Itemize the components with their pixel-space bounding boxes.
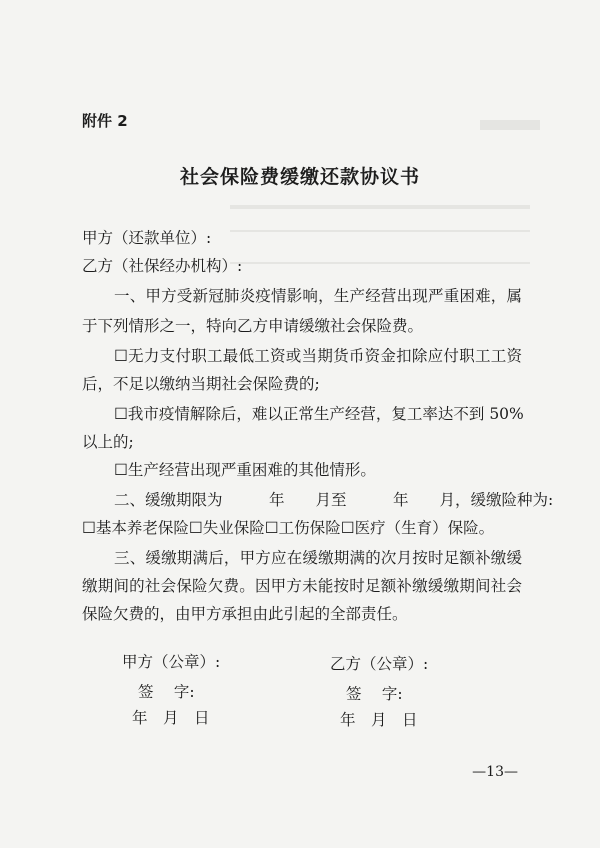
clause-2-text: 二、缓缴期限为 年 月至 年 月，缓缴险种为: — [114, 491, 554, 509]
option-2-text: 以上的; — [82, 433, 134, 451]
option-2-text: ☐我市疫情解除后，难以正常生产经营，复工率达不到 50% — [114, 405, 524, 423]
clause-1-text: 一、甲方受新冠肺炎疫情影响，生产经营出现严重困难，属 — [114, 287, 522, 305]
page-number: —13— — [472, 764, 518, 780]
insurance-types-line: ☐基本养老保险☐失业保险☐工伤保险☐医疗（生育）保险。 — [82, 519, 495, 537]
bleed-through-mark — [230, 262, 530, 264]
party-a-seal-label: 甲方（公章）: — [122, 653, 221, 671]
option-3-text: ☐生产经营出现严重困难的其他情形。 — [114, 461, 376, 479]
clause-3-text: 保险欠费的，由甲方承担由此引起的全部责任。 — [82, 605, 408, 623]
option-1-text: ☐无力支付职工最低工资或当期货币资金扣除应付职工工资 — [114, 347, 522, 365]
clause-1-text: 于下列情形之一，特向乙方申请缓缴社会保险费。 — [82, 317, 424, 335]
bleed-through-mark — [230, 230, 530, 232]
party-a-date-label: 年 月 日 — [132, 709, 210, 727]
clause-3-text: 缴期间的社会保险欠费。因甲方未能按时足额补缴缓缴期间社会 — [82, 577, 522, 595]
clause-3-text: 三、缓缴期满后，甲方应在缓缴期满的次月按时足额补缴缓 — [114, 549, 522, 567]
party-b-date-label: 年 月 日 — [340, 711, 418, 729]
party-b-signature-label: 签 字: — [346, 685, 403, 703]
document-title: 社会保险费缓缴还款协议书 — [179, 166, 420, 188]
attachment-label: 附件 2 — [82, 112, 128, 130]
bleed-through-mark — [230, 205, 530, 209]
bleed-through-mark — [480, 120, 540, 130]
party-b-seal-label: 乙方（公章）: — [330, 655, 429, 673]
party-a-line: 甲方（还款单位）: — [82, 229, 212, 247]
party-a-signature-label: 签 字: — [138, 683, 195, 701]
party-b-line: 乙方（社保经办机构）: — [82, 257, 243, 275]
option-1-text: 后，不足以缴纳当期社会保险费的; — [82, 375, 320, 393]
